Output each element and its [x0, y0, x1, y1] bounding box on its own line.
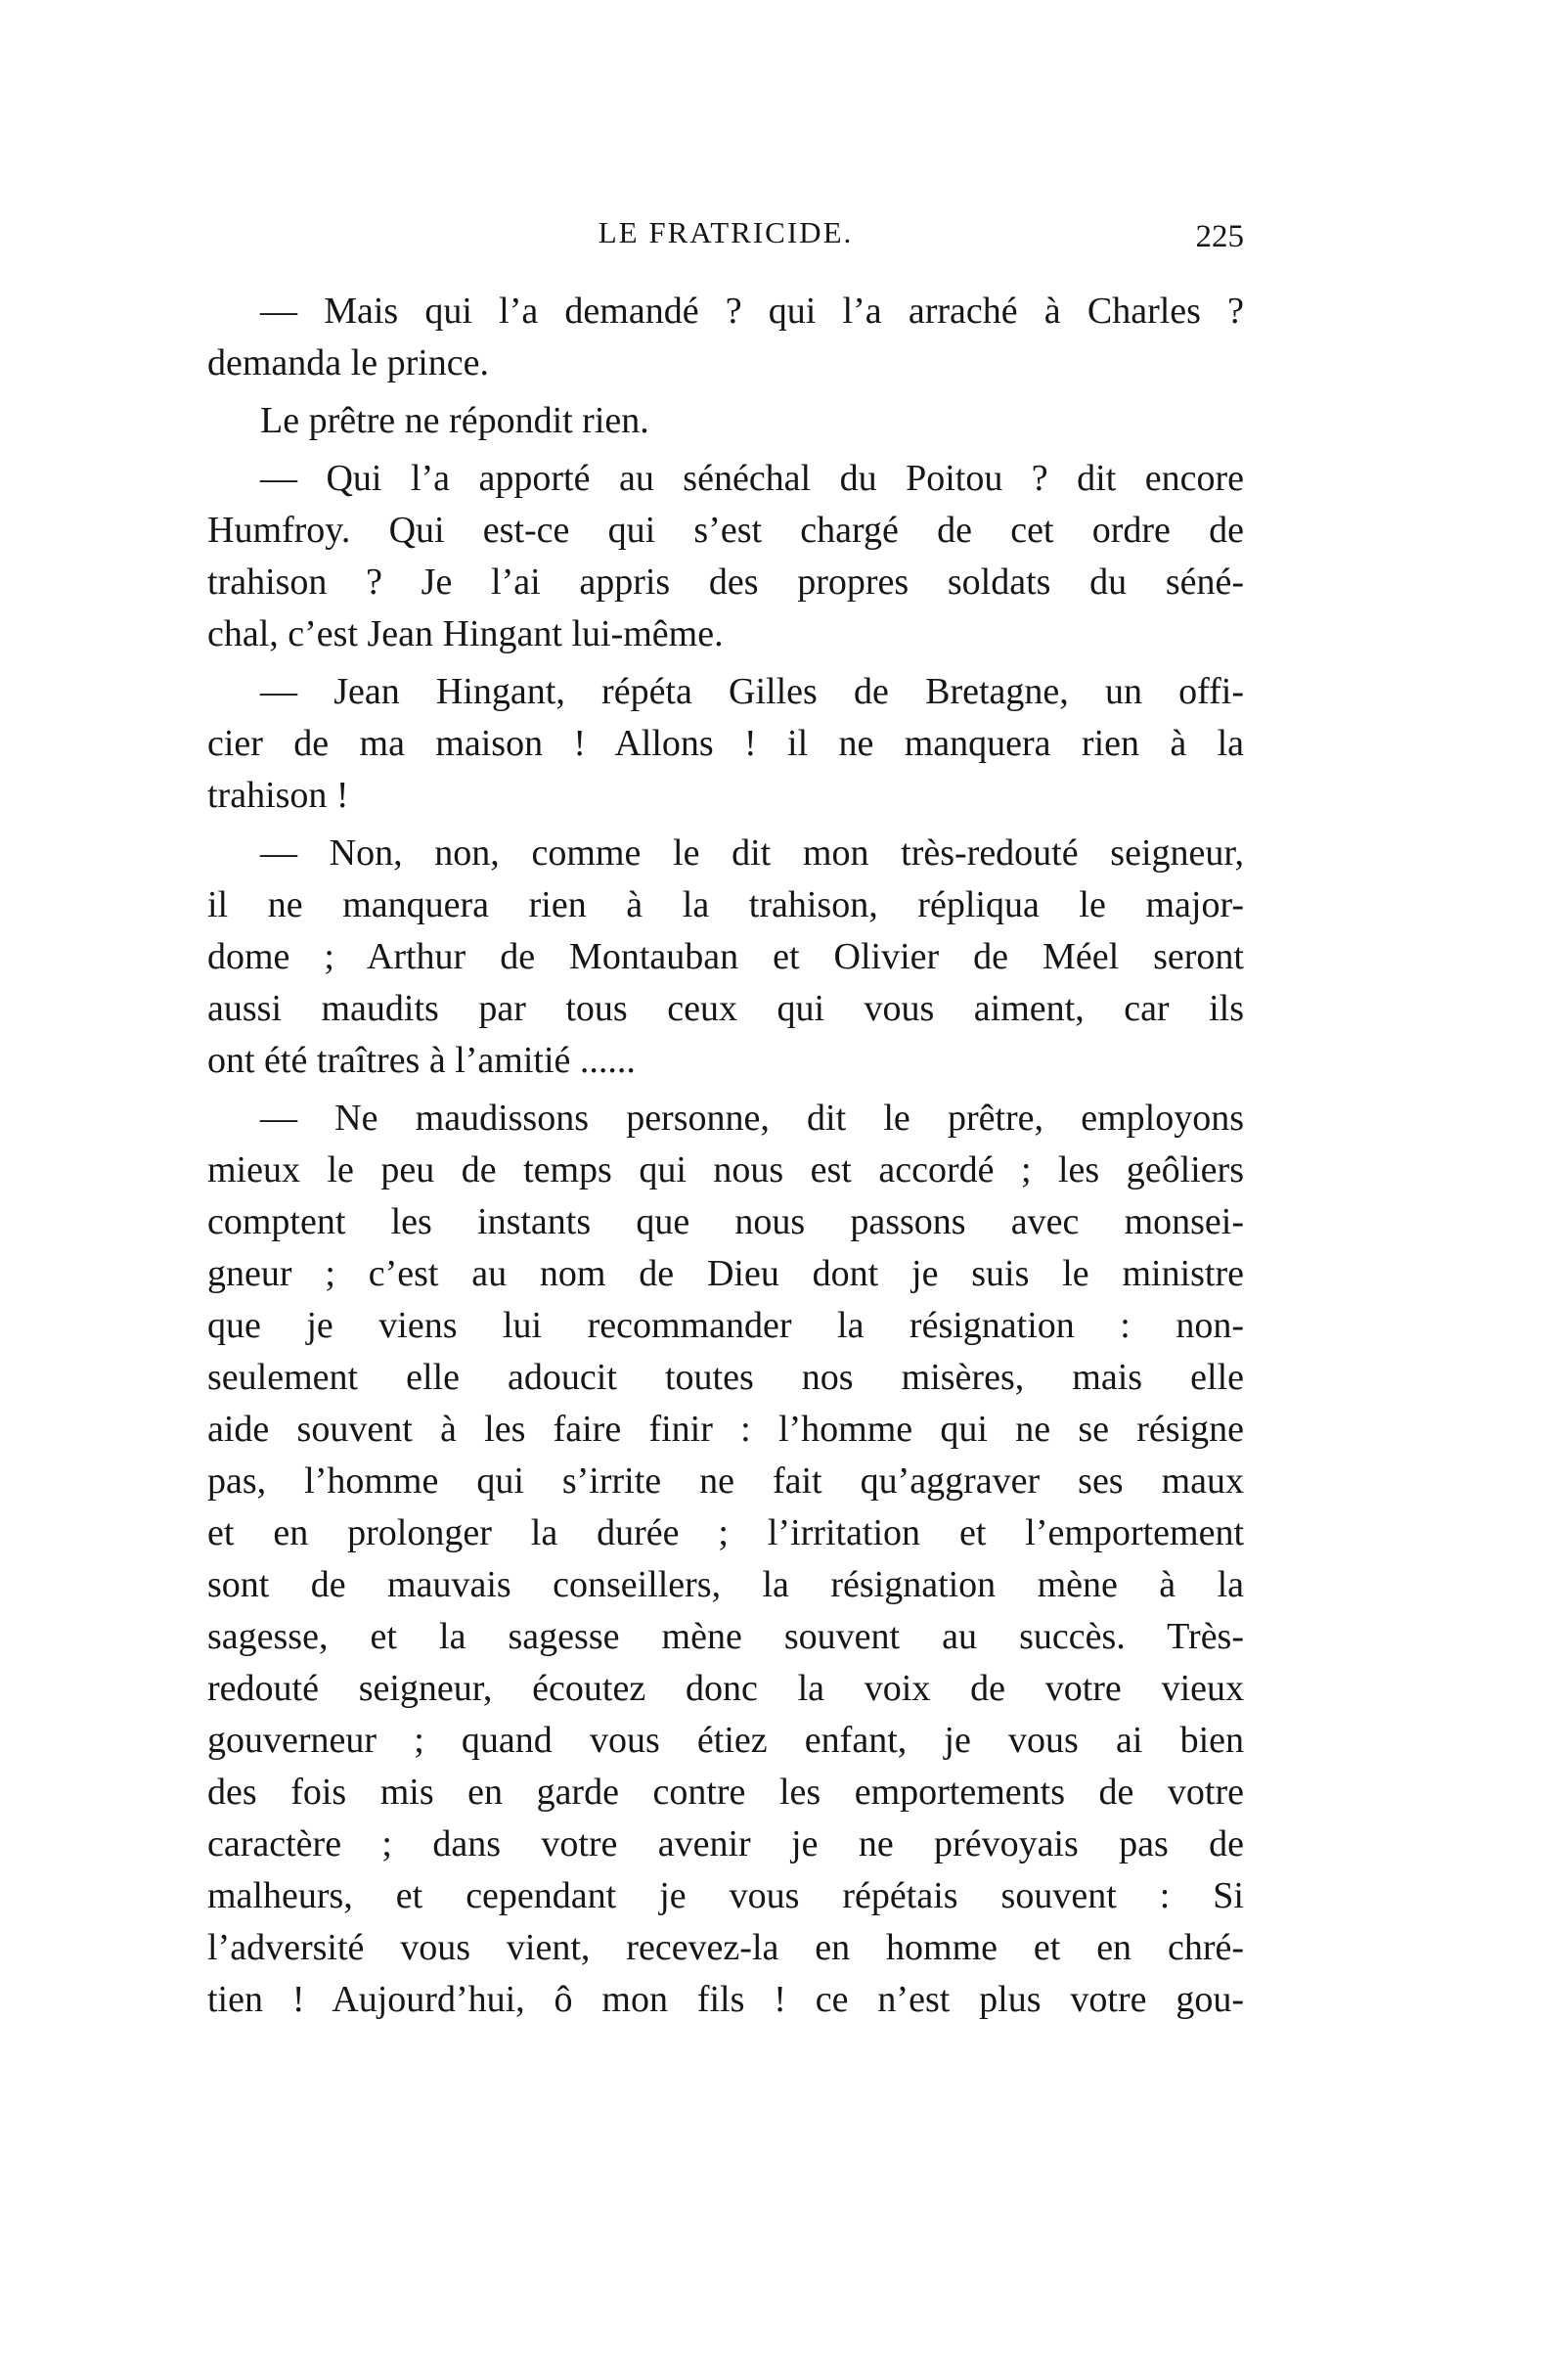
text-line: ont été traîtres à l’amitié ......	[207, 1040, 636, 1081]
text-line: trahison ? Je l’ai appris des propres soldats du séné-	[207, 561, 1244, 603]
text-line: gneur ; c’est au nom de Dieu dont je suis le ministre	[207, 1253, 1244, 1294]
text-line: dome ; Arthur de Montauban et Olivier de Méel seront	[207, 936, 1244, 977]
text-line: tien ! Aujourd’hui, ô mon fils ! ce n’est plus votre gou-	[207, 1979, 1244, 2020]
text-line: mieux le peu de temps qui nous est accordé ; les geôliers	[207, 1149, 1244, 1190]
text-line: et en prolonger la durée ; l’irritation et l’emportement	[207, 1512, 1244, 1553]
text-line: chal, c’est Jean Hingant lui-même.	[207, 613, 724, 654]
text-line: — Jean Hingant, répéta Gilles de Bretagne, un offi-	[260, 671, 1244, 712]
running-head	[207, 215, 1244, 274]
paragraph-1	[207, 286, 1244, 389]
paragraph-6	[207, 1093, 1244, 2026]
text-line: caractère ; dans votre avenir je ne prévoyais pas de	[207, 1823, 1244, 1864]
text-line: des fois mis en garde contre les emportements de votre	[207, 1772, 1244, 1813]
text-line: — Qui l’a apporté au sénéchal du Poitou ? dit encore	[260, 458, 1244, 499]
text-line: redouté seigneur, écoutez donc la voix de votre vieux	[207, 1668, 1244, 1709]
text-line: — Ne maudissons personne, dit le prêtre, employons	[260, 1098, 1244, 1139]
text-line: aide souvent à les faire finir : l’homme qui ne se résigne	[207, 1409, 1244, 1450]
text-line: aussi maudits par tous ceux qui vous aiment, car ils	[207, 988, 1244, 1029]
page-number: 225	[1195, 219, 1244, 254]
text-line: trahison !	[207, 775, 349, 816]
paragraph-3	[207, 453, 1244, 660]
body-text	[207, 286, 1244, 2032]
text-line: il ne manquera rien à la trahison, répliqua le major-	[207, 884, 1244, 925]
text-line: l’adversité vous vient, recevez-la en homme et en chré-	[207, 1927, 1244, 1968]
text-line: que je viens lui recommander la résignation : non-	[207, 1305, 1244, 1346]
text-line: Humfroy. Qui est-ce qui s’est chargé de cet ordre de	[207, 510, 1244, 551]
paragraph-2	[207, 395, 1244, 447]
paragraph-4	[207, 666, 1244, 822]
text-line: Le prêtre ne répondit rien.	[260, 400, 649, 441]
text-line: pas, l’homme qui s’irrite ne fait qu’aggraver ses maux	[207, 1460, 1244, 1502]
paragraph-5	[207, 828, 1244, 1087]
text-line: sont de mauvais conseillers, la résignation mène à la	[207, 1564, 1244, 1605]
text-line: — Mais qui l’a demandé ? qui l’a arraché à Charles ?	[260, 291, 1244, 332]
text-line: cier de ma maison ! Allons ! il ne manquera rien à la	[207, 723, 1244, 764]
text-line: seulement elle adoucit toutes nos misères, mais elle	[207, 1357, 1244, 1398]
running-title: LE FRATRICIDE.	[598, 215, 854, 249]
text-line: demanda le prince.	[207, 342, 490, 383]
text-line: gouverneur ; quand vous étiez enfant, je vous ai bien	[207, 1720, 1244, 1761]
text-line: malheurs, et cependant je vous répétais souvent : Si	[207, 1875, 1244, 1916]
text-line: — Non, non, comme le dit mon très-redouté seigneur,	[260, 832, 1244, 874]
text-line: sagesse, et la sagesse mène souvent au succès. Très-	[207, 1616, 1244, 1657]
text-line: comptent les instants que nous passons avec monsei-	[207, 1201, 1244, 1242]
